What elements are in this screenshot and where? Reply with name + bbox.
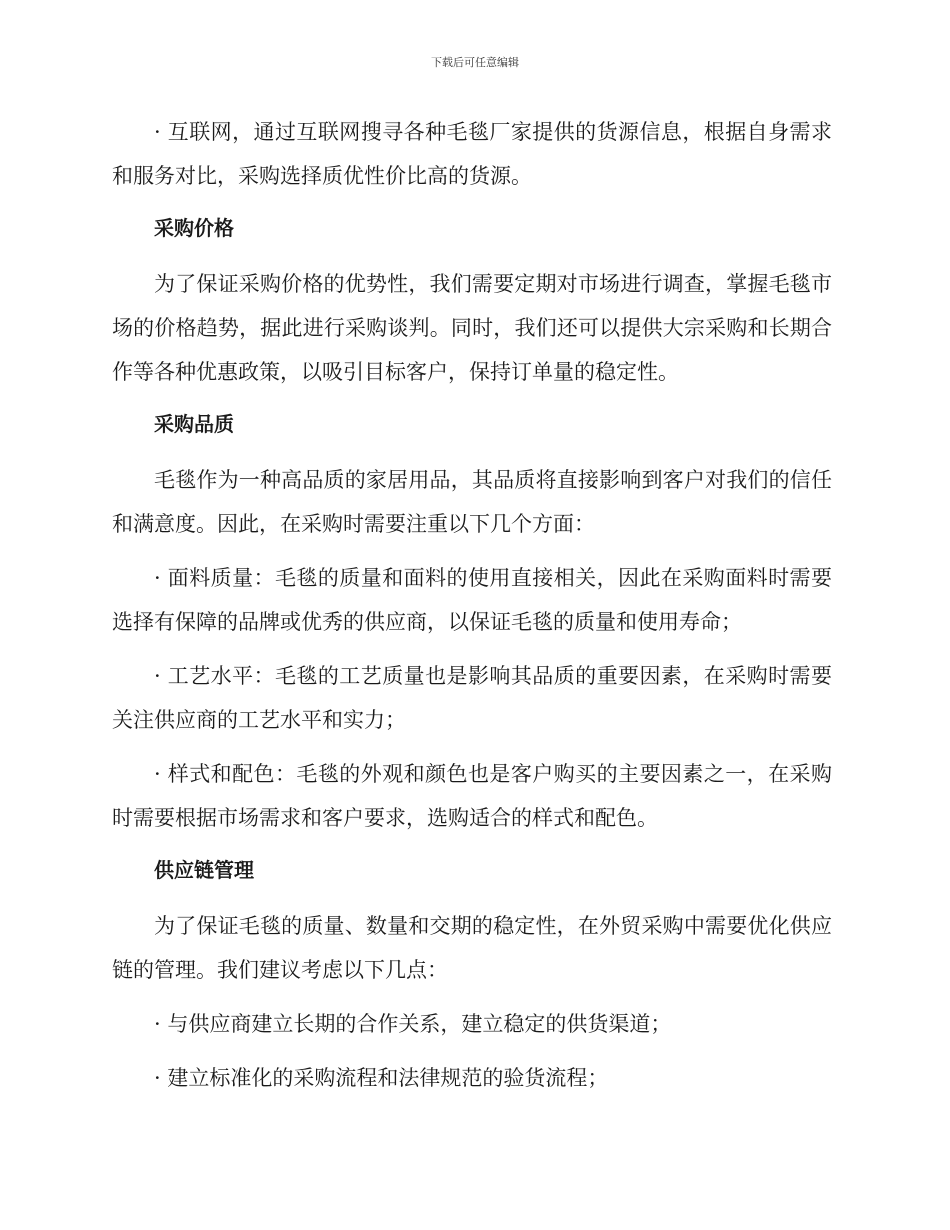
paragraph-fabric-quality: · 面料质量：毛毯的质量和面料的使用直接相关，因此在采购面料时需要选择有保障的品牌或优秀的供应商，以保证毛毯的质量和使用寿命； — [112, 566, 832, 634]
document-body — [112, 110, 832, 1110]
page-header: 下载后可任意编辑 — [431, 56, 519, 69]
paragraph-supply-chain-intro: 为了保证毛毯的质量、数量和交期的稳定性，在外贸采购中需要优化供应链的管理。我们建议考虑以下几点： — [112, 914, 832, 982]
section-heading-supply-chain: 供应链管理 — [154, 858, 254, 882]
paragraph-craftsmanship: · 工艺水平：毛毯的工艺质量也是影响其品质的重要因素，在采购时需要关注供应商的工艺水平和实力； — [112, 664, 832, 732]
paragraph-quality-intro: 毛毯作为一种高品质的家居用品，其品质将直接影响到客户对我们的信任和满意度。因此，在采购时需要注重以下几个方面： — [112, 468, 832, 536]
paragraph-price: 为了保证采购价格的优势性，我们需要定期对市场进行调查，掌握毛毯市场的价格趋势，据此进行采购谈判。同时，我们还可以提供大宗采购和长期合作等各种优惠政策，以吸引目标客户，保持订单量的稳定性。 — [112, 272, 832, 384]
paragraph-standard-process: · 建立标准化的采购流程和法律规范的验货流程； — [154, 1066, 609, 1090]
section-heading-price: 采购价格 — [154, 216, 234, 240]
section-heading-quality: 采购品质 — [154, 412, 234, 436]
paragraph-internet-sourcing: · 互联网，通过互联网搜寻各种毛毯厂家提供的货源信息，根据自身需求和服务对比，采购选择质优性价比高的货源。 — [112, 120, 832, 188]
paragraph-long-term-partners: · 与供应商建立长期的合作关系，建立稳定的供货渠道； — [154, 1012, 672, 1036]
paragraph-style-color: · 样式和配色：毛毯的外观和颜色也是客户购买的主要因素之一，在采购时需要根据市场需求和客户要求，选购适合的样式和配色。 — [112, 762, 832, 830]
